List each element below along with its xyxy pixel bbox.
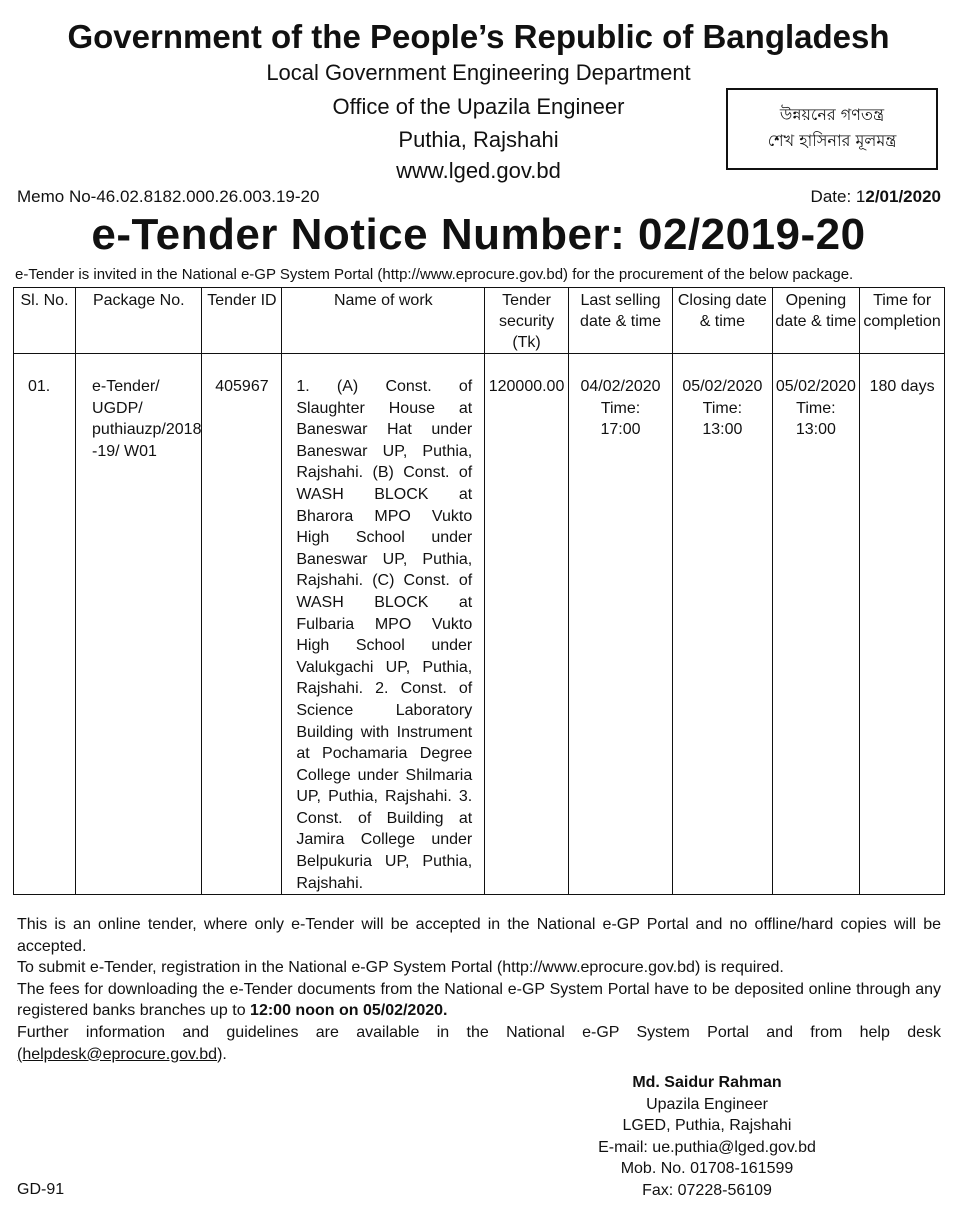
header-package: Package No. — [76, 288, 202, 354]
cell-name-of-work: 1. (A) Const. of Slaughter House at Baneswar Hat under Baneswar UP, Puthia, Rajshahi. (B) Const. of WASH BLOCK at Bharora MPO Vukto High School under Baneswar UP, Puthia, Rajshahi. (C) Const. of WASH BLOCK at Fulbaria MPO Vukto High School under Valukgachi UP, Puthia, Rajshahi. 2. Const. of Science Laboratory Building with Instrument at Pochamaria Degree College under Shilmaria UP, Puthia, Rajshahi. 3. Const. of Building at Jamira College under Belpukuria UP, Puthia, Rajshahi. — [282, 354, 485, 895]
cell-completion: 180 days — [860, 354, 945, 895]
header-name-of-work: Name of work — [282, 288, 485, 354]
cell-opening — [772, 354, 860, 895]
signatory-office: LGED, Puthia, Rajshahi — [622, 1117, 792, 1135]
signature-block — [582, 1072, 832, 1202]
cell-closing — [673, 354, 772, 895]
cell-last-selling — [568, 354, 672, 895]
cell-tender-id: 405967 — [202, 354, 282, 895]
notice-title: e-Tender Notice Number: 02/2019-20 — [91, 210, 866, 259]
note-fees — [17, 979, 941, 1022]
note-further-end: ). — [217, 1045, 227, 1063]
note-further-text: Further information and guidelines are available in the National e-GP System Portal and from help desk — [17, 1023, 941, 1041]
closing-date: 05/02/2020 — [682, 378, 763, 395]
department-name: Local Government Engineering Department — [266, 60, 691, 85]
opening-time: 13:00 — [795, 421, 836, 439]
office-name: Office of the Upazila Engineer — [332, 94, 625, 119]
opening-time-label: Time: — [796, 399, 836, 417]
note-fees-text: The fees for downloading the e-Tender documents from the National e-GP System Portal have to be deposited online through any registered banks branches up to — [17, 980, 941, 1020]
intro-text: e-Tender is invited in the National e-GP System Portal (http://www.eprocure.gov.bd) for the procurement of the below package. — [15, 266, 854, 283]
signatory-name: Md. Saidur Rahman — [632, 1074, 782, 1091]
slogan-box — [726, 88, 938, 170]
note-online-only: This is an online tender, where only e-Tender will be accepted in the National e-GP Portal and no offline/hard copies will be accepted. — [17, 916, 941, 955]
closing-time: 13:00 — [702, 421, 743, 439]
table-header-row — [14, 288, 945, 354]
note-registration: To submit e-Tender, registration in the National e-GP System Portal (http://www.eprocure.gov.bd) is required. — [17, 959, 784, 977]
footer-code: GD-91 — [17, 1181, 65, 1198]
note-fees-deadline: 12:00 noon on 05/02/2020. — [250, 1002, 448, 1020]
memo-number: Memo No-46.02.8182.000.26.003.19-20 — [17, 187, 320, 206]
cell-security: 120000.00 — [485, 354, 569, 895]
slogan-line-2: শেখ হাসিনার মূলমন্ত্র — [767, 131, 897, 150]
header-closing: Closing date & time — [673, 288, 772, 354]
date-value: 2/01/2020 — [865, 187, 941, 206]
cell-sl: 01. — [14, 354, 76, 895]
slogan-line-1: উন্নয়নের গণতন্ত্র — [779, 105, 885, 124]
cell-package: e-Tender/ UGDP/ puthiauzp/2018 -19/ W01 — [76, 354, 202, 895]
header-tender-id: Tender ID — [202, 288, 282, 354]
signatory-mobile: Mob. No. 01708-161599 — [620, 1160, 794, 1178]
header-security: Tender security (Tk) — [485, 288, 569, 354]
table-row — [14, 354, 945, 895]
header-last-selling: Last selling date & time — [568, 288, 672, 354]
signatory-fax: Fax: 07228-56109 — [642, 1181, 772, 1199]
header-completion: Time for completion — [860, 288, 945, 354]
header-sl: Sl. No. — [14, 288, 76, 354]
header-opening: Opening date & time — [772, 288, 860, 354]
last-selling-time-label: Time: — [600, 399, 641, 417]
office-location: Puthia, Rajshahi — [398, 127, 559, 152]
date-label: Date: 1 — [810, 187, 866, 206]
opening-date: 05/02/2020 — [775, 378, 856, 395]
signatory-email: E-mail: ue.puthia@lged.gov.bd — [598, 1138, 816, 1156]
website: www.lged.gov.bd — [396, 158, 561, 183]
notes-section — [17, 914, 941, 1065]
last-selling-time: 17:00 — [600, 421, 641, 439]
last-selling-date: 04/02/2020 — [580, 378, 661, 395]
helpdesk-email-link[interactable]: (helpdesk@eprocure.gov.bd — [17, 1045, 218, 1063]
signatory-designation: Upazila Engineer — [646, 1095, 768, 1113]
notice-date — [811, 187, 941, 207]
closing-time-label: Time: — [702, 399, 743, 417]
note-further-info — [17, 1022, 941, 1065]
tender-table — [13, 287, 945, 895]
government-title: Government of the People’s Republic of Bangladesh — [67, 18, 890, 55]
